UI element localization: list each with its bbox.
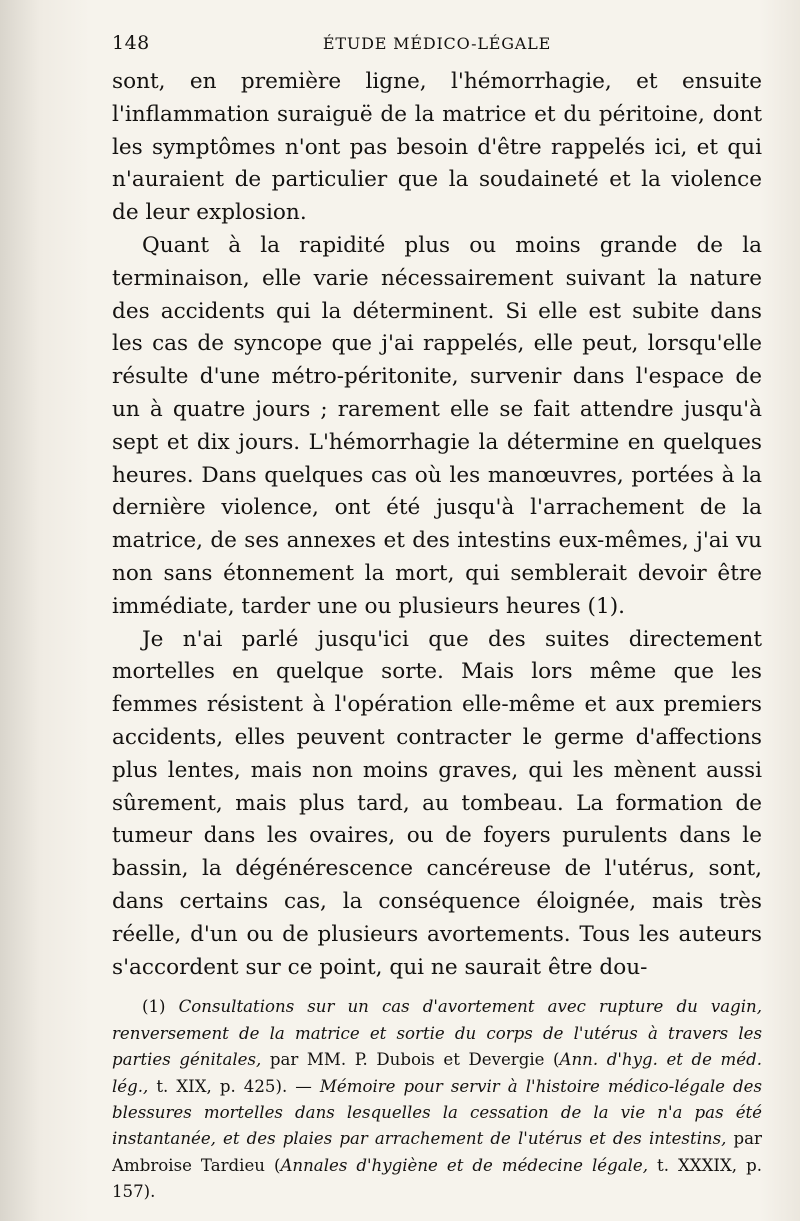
footnote-journal-2: Annales d'hygiène et de médecine légale, bbox=[280, 1155, 649, 1175]
running-title: ÉTUDE MÉDICO-LÉGALE bbox=[322, 34, 552, 53]
footnote-title-consultations: Consultations sur un cas d'avortement avec rupture du vagin, renversement de la matrice et sortie du corps de l'utérus à travers les parties génitales, bbox=[112, 997, 762, 1070]
paragraph-continuation: sont, en première ligne, l'hémorrhagie, et ensuite l'inflammation suraiguë de la matrice et du péritoine, dont les symptômes n'ont pas besoin d'être rappelés ici, et qui n'auraient de particulier que la soudaineté et la violence de leur explosion. bbox=[112, 69, 762, 226]
paragraph-terminaison: Quant à la rapidité plus ou moins grande de la terminaison, elle varie nécessairement suivant la nature des accidents qui la déterminent. Si elle est subite dans les cas de syncope que j'ai rappelés, elle peut, lorsqu'elle résulte d'une métro-péritonite, survenir dans l'espace de un à quatre jours ; rarement elle se fait attendre jusqu'à sept et dix jours. L'hémorrhagie la détermine en quelques heures. Dans quelques cas où les manœuvres, portées à la dernière violence, ont été jusqu'à l'arrachement de la matrice, de ses annexes et des intestins eux-mêmes, j'ai vu non sans étonnement la mort, qui semblerait devoir être immédiate, tarder une ou plusieurs heures (1). bbox=[112, 232, 762, 619]
footnote-volume-1: t. XIX, p. 425). — bbox=[148, 1076, 320, 1096]
paragraph-suites-mortelles: Je n'ai parlé jusqu'ici que des suites directement mortelles en quelque sorte. Mais lors même que les femmes résistent à l'opération elle-même et aux premiers accidents, elles peuvent contracter le germe d'affections plus lentes, mais non moins graves, qui les mènent aussi sûrement, mais plus tard, au tombeau. La formation de tumeur dans les ovaires, ou de foyers purulents dans le bassin, la dégénérescence cancéreuse de l'utérus, sont, dans certains cas, la conséquence éloignée, mais très réelle, d'un ou de plusieurs avortements. Tous les auteurs s'accordent sur ce point, qui ne saurait être dou- bbox=[112, 626, 762, 980]
footnote-journal-1: Ann. d'hyg. et de méd. lég., bbox=[112, 1050, 763, 1096]
page-number: 148 bbox=[112, 32, 150, 54]
footnote-authors-1: par MM. P. Dubois et Devergie ( bbox=[261, 1050, 560, 1070]
footnote bbox=[112, 994, 762, 1205]
running-head bbox=[112, 28, 762, 62]
footnote-volume-2: t. XXXIX, p. 157). bbox=[112, 1155, 762, 1202]
footnote-title-memoire: Mémoire pour servir à l'histoire médico-légale des blessures mortelles dans lesquelles la cessation de la vie n'a pas été instantanée, et des plaies par arrachement de l'utérus et des intestins, bbox=[112, 1076, 762, 1149]
footnote-marker: (1) bbox=[142, 997, 166, 1017]
footnote-author-2: par Ambroise Tardieu ( bbox=[112, 1129, 762, 1175]
footnote-1 bbox=[112, 994, 762, 1205]
body-text bbox=[112, 66, 762, 984]
